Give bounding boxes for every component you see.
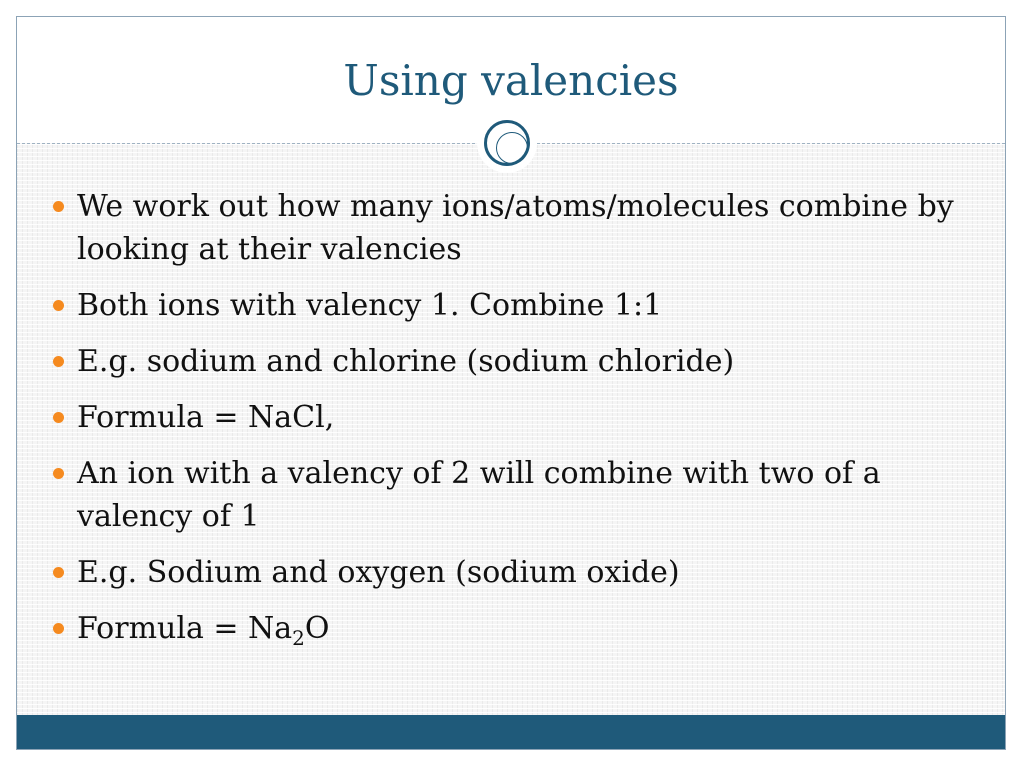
footer-bar [17, 715, 1005, 749]
bullet-item [53, 551, 983, 594]
bullet-item [53, 396, 983, 439]
formula-prefix: Formula = Na [77, 611, 293, 646]
bullet-text: Both ions with valency 1. Combine 1:1 [77, 288, 663, 323]
formula-subscript: 2 [292, 626, 305, 650]
circle-ornament-icon [477, 113, 537, 173]
bullet-item [53, 340, 983, 383]
bullet-item [53, 452, 983, 538]
bullet-item [53, 185, 983, 271]
formula-suffix: O [304, 611, 330, 646]
bullet-dot-icon [53, 356, 64, 367]
slide [16, 16, 1006, 750]
bullet-dot-icon [53, 623, 64, 634]
bullet-text: E.g. sodium and chlorine (sodium chloride) [77, 344, 735, 379]
ornament-ring [484, 120, 530, 166]
bullet-dot-icon [53, 567, 64, 578]
bullet-text: E.g. Sodium and oxygen (sodium oxide) [77, 555, 680, 590]
bullet-text: Formula = NaCl, [77, 400, 335, 435]
bullet-dot-icon [53, 412, 64, 423]
bullet-dot-icon [53, 201, 64, 212]
bullet-dot-icon [53, 300, 64, 311]
bullet-item [53, 284, 983, 327]
bullet-text: We work out how many ions/atoms/molecules combine by looking at their valencies [77, 189, 954, 267]
ornament-inner-ring [496, 132, 528, 164]
bullet-dot-icon [53, 468, 64, 479]
bullet-item-formula [53, 607, 983, 660]
slide-title: Using valencies [343, 56, 679, 105]
bullet-list [53, 185, 983, 673]
bullet-text: An ion with a valency of 2 will combine with two of a valency of 1 [77, 456, 881, 534]
